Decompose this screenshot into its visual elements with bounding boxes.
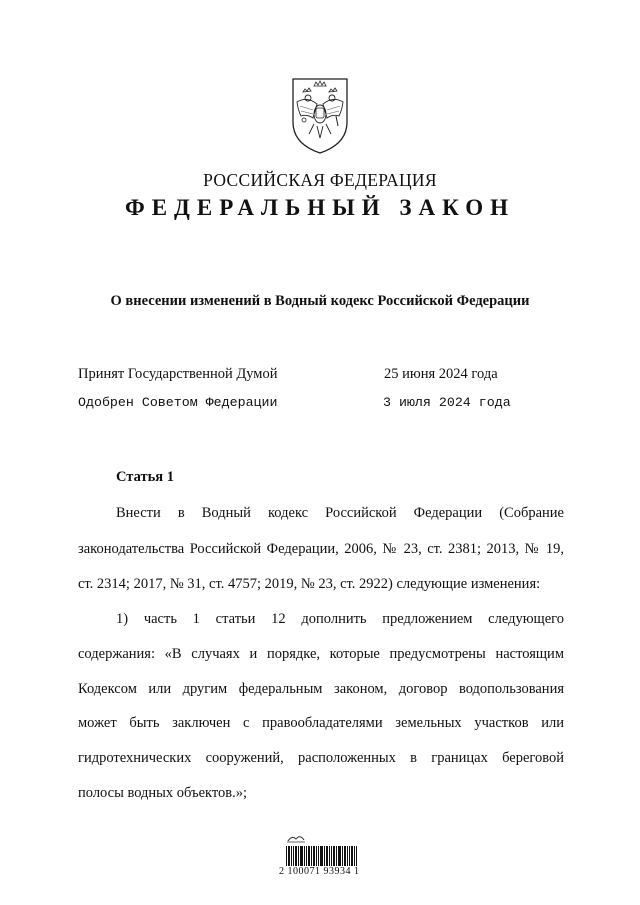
state-emblem-icon [289, 76, 351, 156]
document-type: ФЕДЕРАЛЬНЫЙ ЗАКОН [124, 195, 516, 220]
article-line: гидротехнических сооружений, расположенных в границах береговой [78, 750, 564, 766]
approved-by-council-label: Одобрен Советом Федерации [78, 395, 278, 410]
article-line: Кодексом или другим федеральным законом, договор водопользования [78, 681, 564, 697]
barcode-number: 2 100071 93934 1 [279, 866, 360, 877]
article-line: полосы водных объектов.»; [78, 785, 248, 801]
article-heading: Статья 1 [116, 469, 174, 485]
adopted-by-duma-date: 25 июня 2024 года [384, 366, 498, 382]
article-line: содержания: «В случаях и порядке, которые предусмотрены настоящим [78, 646, 564, 662]
article-line: может быть заключен с правообладателями земельных участков или [78, 715, 564, 731]
country-name: РОССИЙСКАЯ ФЕДЕРАЦИЯ [203, 170, 437, 190]
adopted-by-duma-label: Принят Государственной Думой [78, 366, 278, 382]
article-line: 1) часть 1 статьи 12 дополнить предложением следующего [116, 611, 564, 627]
article-line: законодательства Российской Федерации, 2006, № 23, ст. 2381; 2013, № 19, [78, 541, 564, 557]
article-line: ст. 2314; 2017, № 31, ст. 4757; 2019, № 23, ст. 2922) следующие изменения: [78, 576, 541, 592]
article-line: Внести в Водный кодекс Российской Федерации (Собрание [116, 505, 564, 521]
approved-by-council-date: 3 июля 2024 года [383, 395, 511, 410]
law-title: О внесении изменений в Водный кодекс Российской Федерации [110, 293, 530, 309]
barcode-icon [286, 846, 357, 866]
stamp-mark-icon [286, 833, 306, 843]
